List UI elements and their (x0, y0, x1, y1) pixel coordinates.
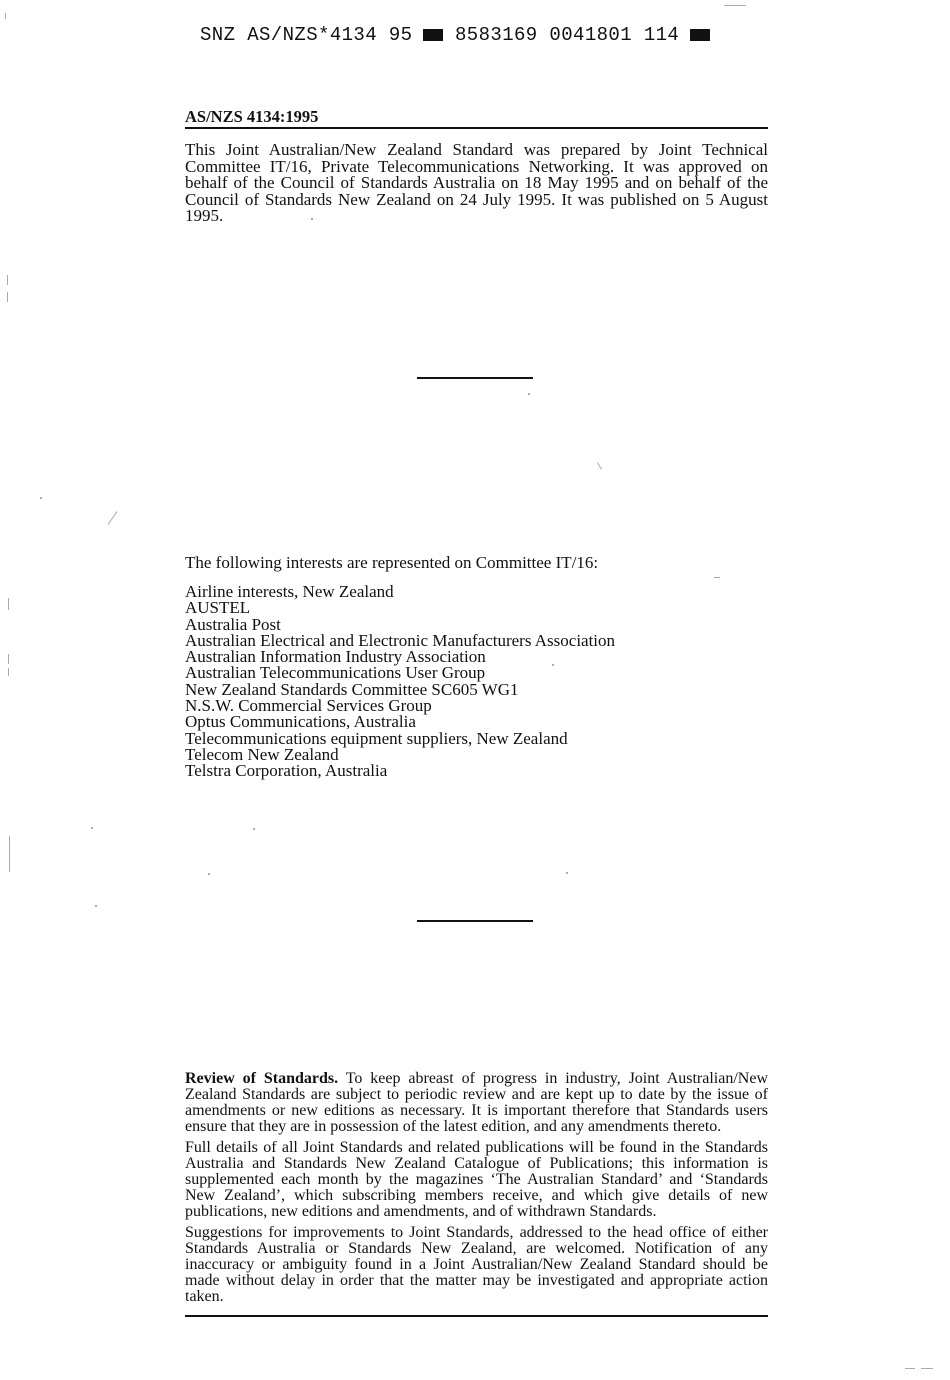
black-square-mark (423, 29, 443, 41)
section-divider (417, 920, 533, 922)
scan-artifact (95, 905, 97, 907)
scan-artifact (7, 292, 8, 302)
scan-artifact (40, 497, 42, 499)
scan-artifact (8, 654, 9, 664)
committee-member: Australian Information Industry Association (185, 647, 486, 667)
preface-line: Council of Standards New Zealand on 24 July 1995. It was published on 5 August (185, 189, 768, 209)
preface-line: Committee IT/16, Private Telecommunications Networking. It was approved on (185, 156, 768, 176)
scan-artifact (253, 828, 255, 830)
committee-member: Telstra Corporation, Australia (185, 761, 388, 781)
review-line: Standards Australia or Standards New Zealand, are welcomed. Notification of any (185, 1240, 768, 1257)
committee-member: Telecommunications equipment suppliers, New Zealand (185, 728, 568, 748)
committee-member: Telecom New Zealand (185, 744, 339, 764)
scan-artifact (905, 1368, 915, 1369)
preface-line: This Joint Australian/New Zealand Standard was prepared by Joint Technical (185, 140, 768, 159)
scan-artifact (528, 393, 530, 395)
scan-artifact (566, 872, 568, 874)
review-paragraph (185, 1225, 768, 1305)
review-section (185, 1071, 768, 1305)
scan-artifact (8, 598, 9, 610)
committee-member: Australian Telecommunications User Group (185, 663, 486, 683)
committee-member: Australian Electrical and Electronic Manufacturers Association (185, 630, 616, 650)
committee-member: Optus Communications, Australia (185, 712, 416, 732)
review-line: publications, new editions and amendments, and of withdrawn Standards. (185, 1203, 657, 1220)
scan-artifact (91, 827, 93, 829)
scan-artifact (597, 462, 602, 469)
committee-member: N.S.W. Commercial Services Group (185, 696, 432, 716)
review-line: ensure that they are in possession of the latest edition, and any amendments thereto. (185, 1118, 722, 1135)
review-line: New Zealand’, which subscribing members receive, and which give details of new (185, 1187, 768, 1204)
review-line: inaccuracy or ambiguity found in a Joint Australian/New Zealand Standard should be (185, 1256, 768, 1273)
section-divider (417, 377, 533, 379)
scan-artifact (5, 13, 6, 19)
committee-intro: The following interests are represented on Committee IT/16: (185, 553, 599, 572)
review-line: made without delay in order that the matter may be investigated and appropriate action (185, 1272, 768, 1289)
preface-paragraph (185, 142, 768, 225)
committee-member: Airline interests, New Zealand (185, 582, 394, 601)
committee-member: Australia Post (185, 614, 281, 634)
scan-artifact (714, 577, 720, 578)
committee-member-list (185, 584, 615, 780)
scan-artifact (108, 511, 118, 525)
review-line: Australia and Standards New Zealand Catalogue of Publications; this information is (185, 1155, 768, 1172)
scan-artifact (921, 1368, 933, 1369)
review-line: taken. (185, 1288, 224, 1305)
header-catalogue-code: SNZ AS/NZS*4134 95 (200, 24, 413, 46)
review-line: amendments or new editions as necessary. It is important therefore that Standards users (185, 1102, 768, 1119)
review-line-text: To keep abreast of progress in industry, Joint Australian/New (345, 1070, 769, 1087)
standard-designation: AS/NZS 4134:1995 (185, 107, 319, 126)
review-line: supplemented each month by the magazines ‘The Australian Standard’ and ‘Standards (185, 1171, 768, 1188)
black-square-mark (690, 29, 710, 41)
review-line: Zealand Standards are subject to periodic review and are kept up to date by the issue of (185, 1086, 768, 1103)
designation-rule (185, 127, 768, 129)
header-control-numbers: 8583169 0041801 114 (455, 24, 680, 46)
review-paragraph (185, 1140, 768, 1220)
scan-artifact (208, 873, 210, 875)
preface-line: 1995. (185, 206, 224, 225)
review-line: Suggestions for improvements to Joint Standards, addressed to the head office of either (185, 1224, 768, 1241)
scan-artifact (9, 836, 10, 872)
scan-artifact (7, 275, 8, 285)
footer-rule (185, 1315, 768, 1317)
preface-line: behalf of the Council of Standards Australia on 18 May 1995 and on behalf of the (185, 173, 768, 192)
review-line (185, 1071, 768, 1087)
committee-member: New Zealand Standards Committee SC605 WG1 (185, 679, 519, 699)
scan-artifact (724, 5, 746, 6)
scan-artifact (8, 668, 9, 676)
review-paragraph (185, 1071, 768, 1135)
review-line: Full details of all Joint Standards and related publications will be found in the Standards (185, 1139, 768, 1156)
review-heading: Review of Standards. (185, 1070, 339, 1087)
committee-member: AUSTEL (185, 598, 251, 618)
